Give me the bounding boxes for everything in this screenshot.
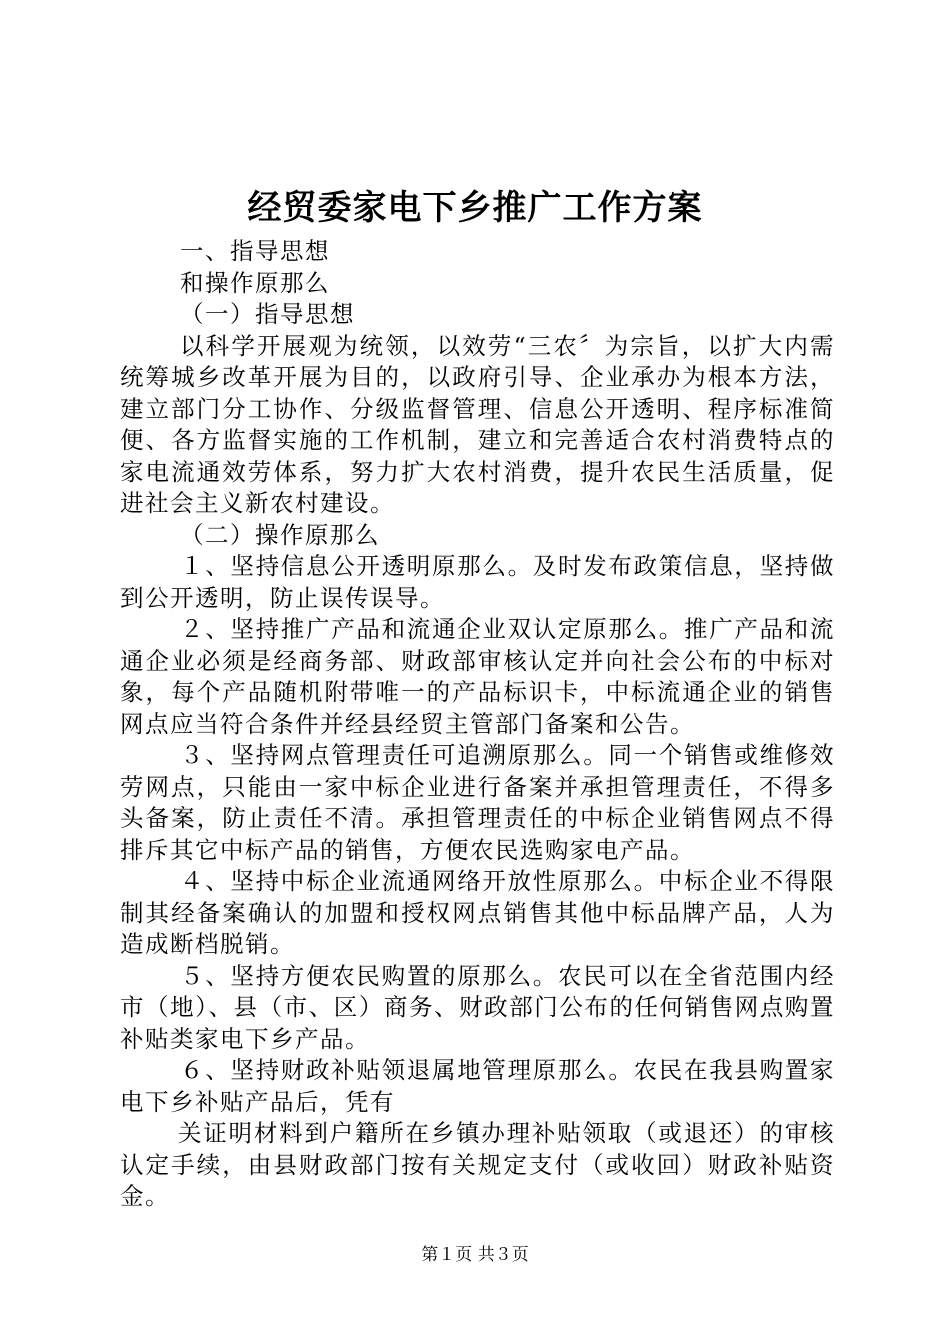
subsection-heading-guiding-thought: （一）指导思想 — [180, 300, 355, 328]
paragraph-principle-1: １、坚持信息公开透明原那么。及时发布政策信息，坚持做到公开透明，防止误传误导。 — [120, 552, 835, 612]
paragraph-principle-5: ５、坚持方便农民购置的原那么。农民可以在全省范围内经市（地）、县（市、区）商务、财政部门公布的任何销售网点购置补贴类家电下乡产品。 — [120, 961, 835, 1053]
paragraph-principle-4: ４、坚持中标企业流通网络开放性原那么。中标企业不得限制其经备案确认的加盟和授权网点销售其他中标品牌产品，人为造成断档脱销。 — [120, 867, 835, 958]
document-body — [120, 236, 835, 1213]
subsection-heading-operation-principles: （二）操作原那么 — [180, 520, 380, 549]
page-footer: 第１页 共３页 — [421, 1245, 529, 1265]
paragraph-guiding-thought: 以科学开展观为统领，以效劳“三农〞为宗旨，以扩大内需统筹城乡改革开展为目的，以政府引导、企业承办为根本方法，建立部门分工协作、分级监督管理、信息公开透明、程序标准简便、各方监督实施的工作机制，建立和完善适合农村消费特点的家电流通效劳体系，努力扩大农村消费，提升农民生活质量，促进社会主义新农村建设。 — [120, 331, 835, 517]
section-heading-1-continued: 和操作原那么 — [180, 268, 330, 297]
document-title: 经贸委家电下乡推广工作方案 — [247, 188, 703, 228]
paragraph-principle-3: ３、坚持网点管理责任可追溯原那么。同一个销售或维修效劳网点，只能由一家中标企业进行备案并承担管理责任，不得多头备案，防止责任不清。承担管理责任的中标企业销售网点不得排斥其它中标产品的销售，方便农民选购家电产品。 — [120, 741, 835, 864]
section-heading-1: 一、指导思想 — [180, 237, 330, 265]
paragraph-principle-6-continued: 关证明材料到户籍所在乡镇办理补贴领取（或退还）的审核认定手续，由县财政部门按有关规定支付（或收回）财政补贴资金。 — [120, 1119, 835, 1210]
paragraph-principle-2: ２、坚持推广产品和流通企业双认定原那么。推广产品和流通企业必须是经商务部、财政部审核认定并向社会公布的中标对象，每个产品随机附带唯一的产品标识卡，中标流通企业的销售网点应当符合条件并经县经贸主管部门备案和公告。 — [120, 615, 835, 738]
paragraph-principle-6: ６、坚持财政补贴领退属地管理原那么。农民在我县购置家电下乡补贴产品后，凭有 — [120, 1056, 835, 1116]
